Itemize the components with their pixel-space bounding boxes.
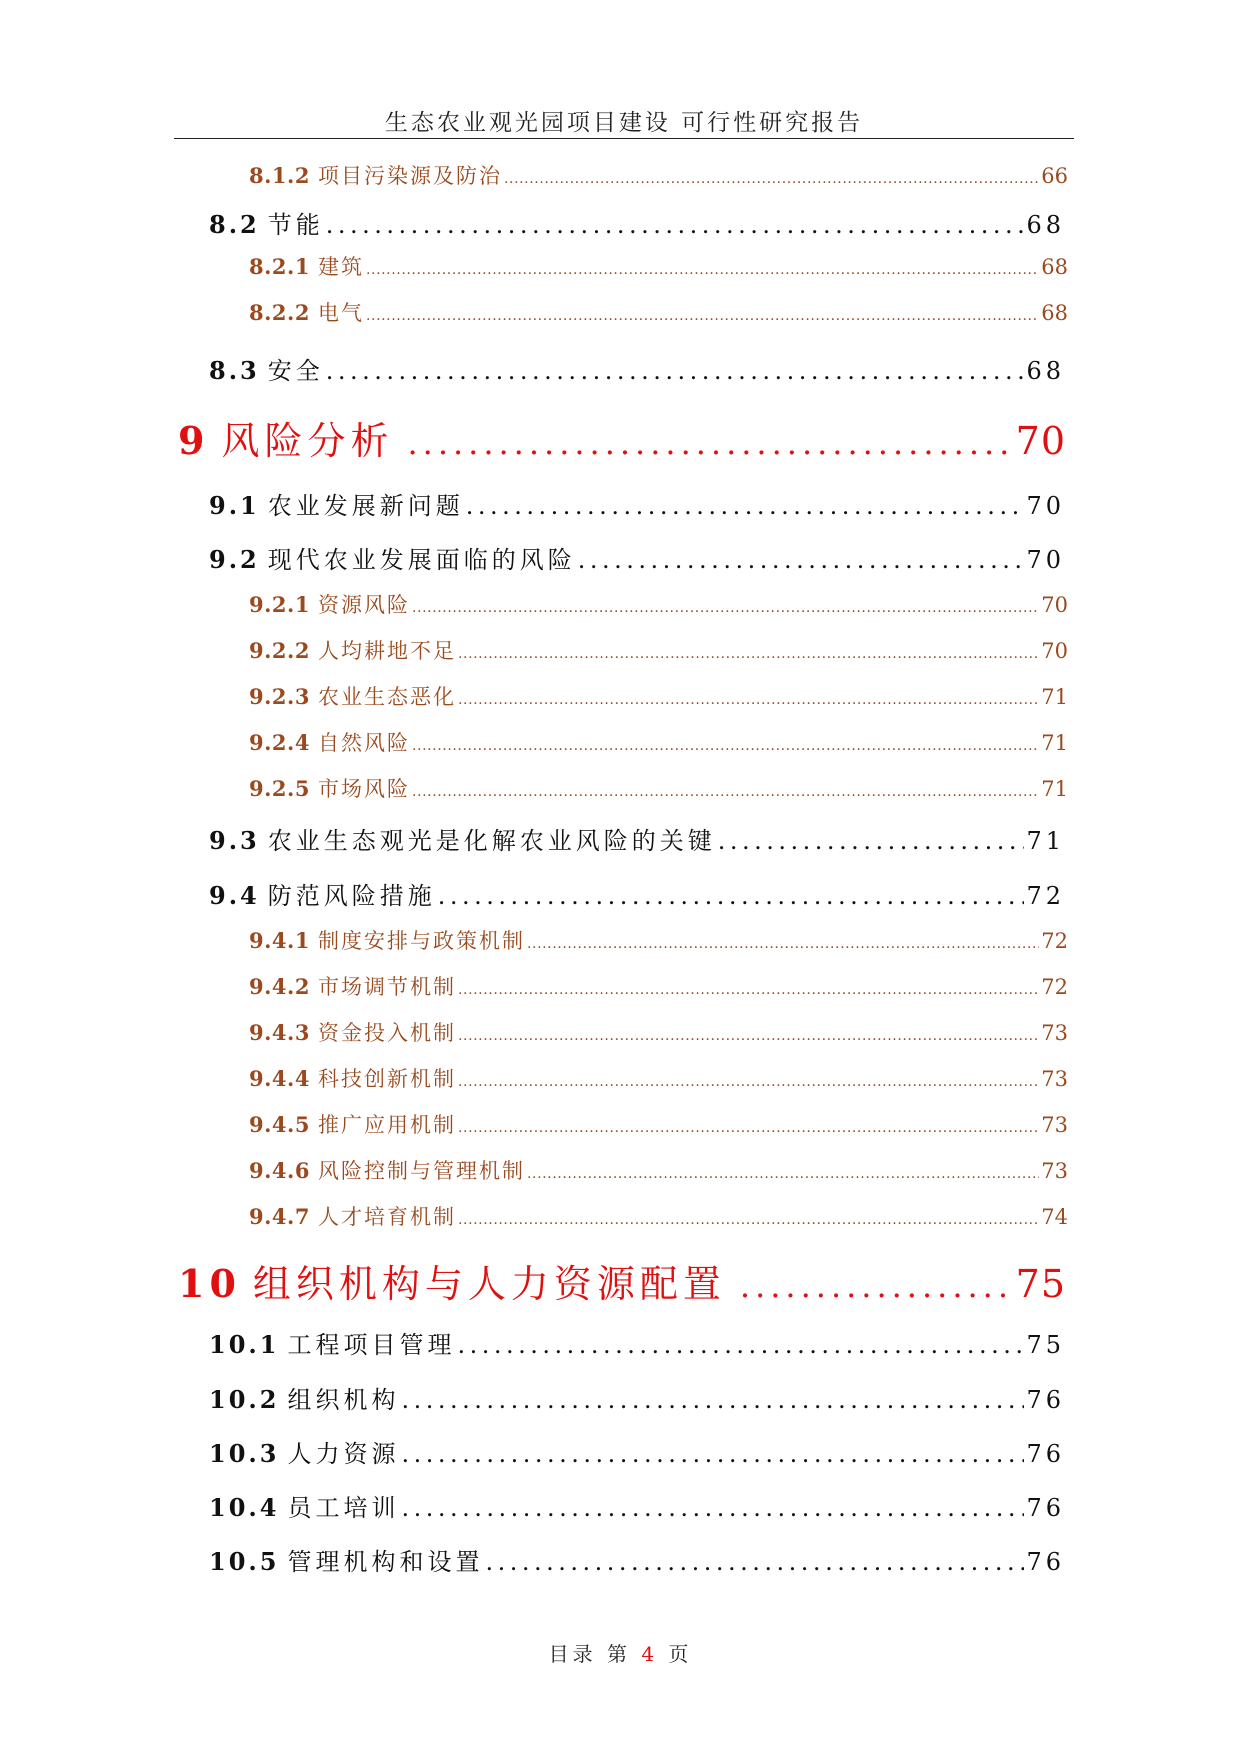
dot-leader [412,738,1039,754]
toc-title: 建筑 [317,255,364,279]
toc-title: 人力资源 [287,1440,400,1468]
toc-number: 9.2.5 [249,776,310,801]
toc-number: 9.2.1 [249,592,310,617]
toc-chapter-title: 组织机构与人力资源配置 [252,1262,726,1306]
toc-entry-9-4-4[interactable] [249,1063,1068,1093]
toc-title: 电气 [317,301,364,325]
toc-number: 8.2.2 [249,300,310,325]
toc-page-number: 71 [1041,777,1068,801]
toc-page-number: 68 [1026,211,1065,239]
toc-title: 农业发展新问题 [267,492,464,520]
toc-entry-10-1[interactable] [209,1325,1065,1360]
dot-leader [401,1494,1024,1522]
toc-title: 防范风险措施 [267,882,436,910]
toc-number: 8.1.2 [249,163,310,188]
toc-page-number: 76 [1026,1548,1065,1576]
toc-title: 组织机构 [287,1386,400,1414]
dot-leader [412,784,1039,800]
dot-leader [412,600,1039,616]
dot-leader [366,308,1039,324]
toc-number: 8.3 [209,356,260,385]
dot-leader [458,692,1039,708]
dot-leader [458,1120,1039,1136]
toc-page-number: 72 [1026,882,1065,910]
toc-title: 工程项目管理 [287,1331,456,1359]
toc-title: 农业生态恶化 [317,685,456,709]
toc-number: 9.2.4 [249,730,310,755]
dot-leader [407,424,1013,462]
toc-chapter-10[interactable] [178,1253,1066,1308]
dot-leader [458,1074,1039,1090]
toc-page-number: 70 [1026,492,1065,520]
footer-prefix: 目录 第 [548,1642,631,1666]
toc-number: 8.2 [209,210,260,239]
page-footer [0,1638,1241,1667]
toc-chapter-number: 9 [178,418,210,463]
toc-page-number: 73 [1041,1021,1068,1045]
toc-number: 9.3 [209,826,260,855]
toc-entry-8-2-2[interactable] [249,297,1068,327]
dot-leader [326,211,1025,239]
toc-page-number: 68 [1041,255,1068,279]
toc-entry-9-3[interactable] [209,821,1065,856]
toc-title: 资金投入机制 [317,1021,456,1045]
toc-number: 10.1 [209,1330,280,1359]
dot-leader [466,492,1025,520]
toc-page-number: 74 [1041,1205,1068,1229]
toc-page-number: 75 [1015,1262,1066,1306]
dot-leader [438,882,1025,910]
dot-leader [366,262,1039,278]
toc-entry-10-4[interactable] [209,1488,1065,1523]
toc-entry-9-4-5[interactable] [249,1109,1068,1139]
toc-page-number: 70 [1026,546,1065,574]
toc-title: 现代农业发展面临的风险 [267,546,576,574]
toc-entry-10-3[interactable] [209,1434,1065,1469]
toc-chapter-9[interactable] [178,410,1066,465]
toc-title: 节能 [267,211,324,239]
toc-title: 安全 [267,357,324,385]
toc-title: 制度安排与政策机制 [317,929,525,953]
toc-page-number: 68 [1041,301,1068,325]
toc-page-number: 71 [1041,731,1068,755]
toc-number: 10.4 [209,1493,280,1522]
dot-leader [457,1331,1024,1359]
toc-page-number: 72 [1041,975,1068,999]
toc-title: 风险控制与管理机制 [317,1159,525,1183]
toc-page-number: 72 [1041,929,1068,953]
toc-chapter-number: 10 [178,1261,241,1306]
dot-leader [326,357,1025,385]
toc-page-number: 66 [1041,164,1068,188]
dot-leader [740,1267,1014,1305]
toc-page-number: 76 [1026,1386,1065,1414]
toc-number: 8.2.1 [249,254,310,279]
toc-page-number: 71 [1026,827,1065,855]
toc-entry-9-2-1[interactable] [249,589,1068,619]
toc-page-number: 73 [1041,1113,1068,1137]
dot-leader [504,171,1039,187]
dot-leader [578,546,1025,574]
toc-title: 市场风险 [317,777,410,801]
toc-entry-9-2-4[interactable] [249,727,1068,757]
toc-entry-9-4-3[interactable] [249,1017,1068,1047]
toc-number: 9.4.5 [249,1112,310,1137]
dot-leader [458,982,1039,998]
toc-number: 9.2 [209,545,260,574]
toc-entry-9-2-2[interactable] [249,635,1068,665]
toc-title: 市场调节机制 [317,975,456,999]
toc-entry-10-2[interactable] [209,1380,1065,1415]
toc-number: 9.4.6 [249,1158,310,1183]
toc-number: 9.4.3 [249,1020,310,1045]
toc-title: 项目污染源及防治 [317,164,502,188]
toc-number: 9.2.3 [249,684,310,709]
toc-entry-9-2-5[interactable] [249,773,1068,803]
toc-title: 管理机构和设置 [287,1548,484,1576]
footer-page-number: 4 [641,1642,659,1666]
toc-number: 9.4 [209,881,260,910]
toc-page-number: 73 [1041,1159,1068,1183]
toc-entry-8-2-1[interactable] [249,251,1068,281]
toc-title: 农业生态观光是化解农业风险的关键 [267,827,716,855]
toc-entry-9-4-2[interactable] [249,971,1068,1001]
toc-title: 人才培育机制 [317,1205,456,1229]
footer-suffix: 页 [668,1642,693,1666]
toc-entry-9-4-7[interactable] [249,1201,1068,1231]
toc-entry-8-2[interactable] [209,205,1065,240]
toc-entry-9-2[interactable] [209,540,1065,575]
toc-entry-9-4-6[interactable] [249,1155,1068,1185]
dot-leader [527,936,1039,952]
toc-chapter-title: 风险分析 [221,419,394,463]
toc-entry-9-4-1[interactable] [249,925,1068,955]
dot-leader [527,1166,1039,1182]
toc-entry-9-2-3[interactable] [249,681,1068,711]
toc-number: 9.1 [209,491,260,520]
toc-page-number: 70 [1041,593,1068,617]
dot-leader [718,827,1025,855]
toc-entry-9-1[interactable] [209,486,1065,521]
toc-entry-8-1-2[interactable] [249,160,1068,190]
dot-leader [485,1548,1024,1576]
toc-number: 9.4.7 [249,1204,310,1229]
toc-page-number: 76 [1026,1494,1065,1522]
toc-number: 10.5 [209,1547,280,1576]
running-header: 生态农业观光园项目建设 可行性研究报告 [384,110,864,136]
toc-page-number: 73 [1041,1067,1068,1091]
toc-page-number: 70 [1041,639,1068,663]
toc-page-number: 70 [1015,419,1066,463]
toc-title: 资源风险 [317,593,410,617]
toc-number: 9.2.2 [249,638,310,663]
toc-page-number: 71 [1041,685,1068,709]
toc-number: 10.3 [209,1439,280,1468]
toc-number: 9.4.1 [249,928,310,953]
toc-entry-9-4[interactable] [209,876,1065,911]
toc-title: 员工培训 [287,1494,400,1522]
toc-number: 10.2 [209,1385,280,1414]
toc-title: 科技创新机制 [317,1067,456,1091]
toc-title: 推广应用机制 [317,1113,456,1137]
dot-leader [458,1212,1039,1228]
toc-entry-8-3[interactable] [209,351,1065,386]
toc-title: 自然风险 [317,731,410,755]
dot-leader [458,1028,1039,1044]
toc-title: 人均耕地不足 [317,639,456,663]
toc-number: 9.4.4 [249,1066,310,1091]
toc-page-number: 76 [1026,1440,1065,1468]
dot-leader [458,646,1039,662]
toc-page-number: 75 [1026,1331,1065,1359]
toc-number: 9.4.2 [249,974,310,999]
dot-leader [401,1386,1024,1414]
toc-page-number: 68 [1026,357,1065,385]
dot-leader [401,1440,1024,1468]
toc-entry-10-5[interactable] [209,1542,1065,1577]
